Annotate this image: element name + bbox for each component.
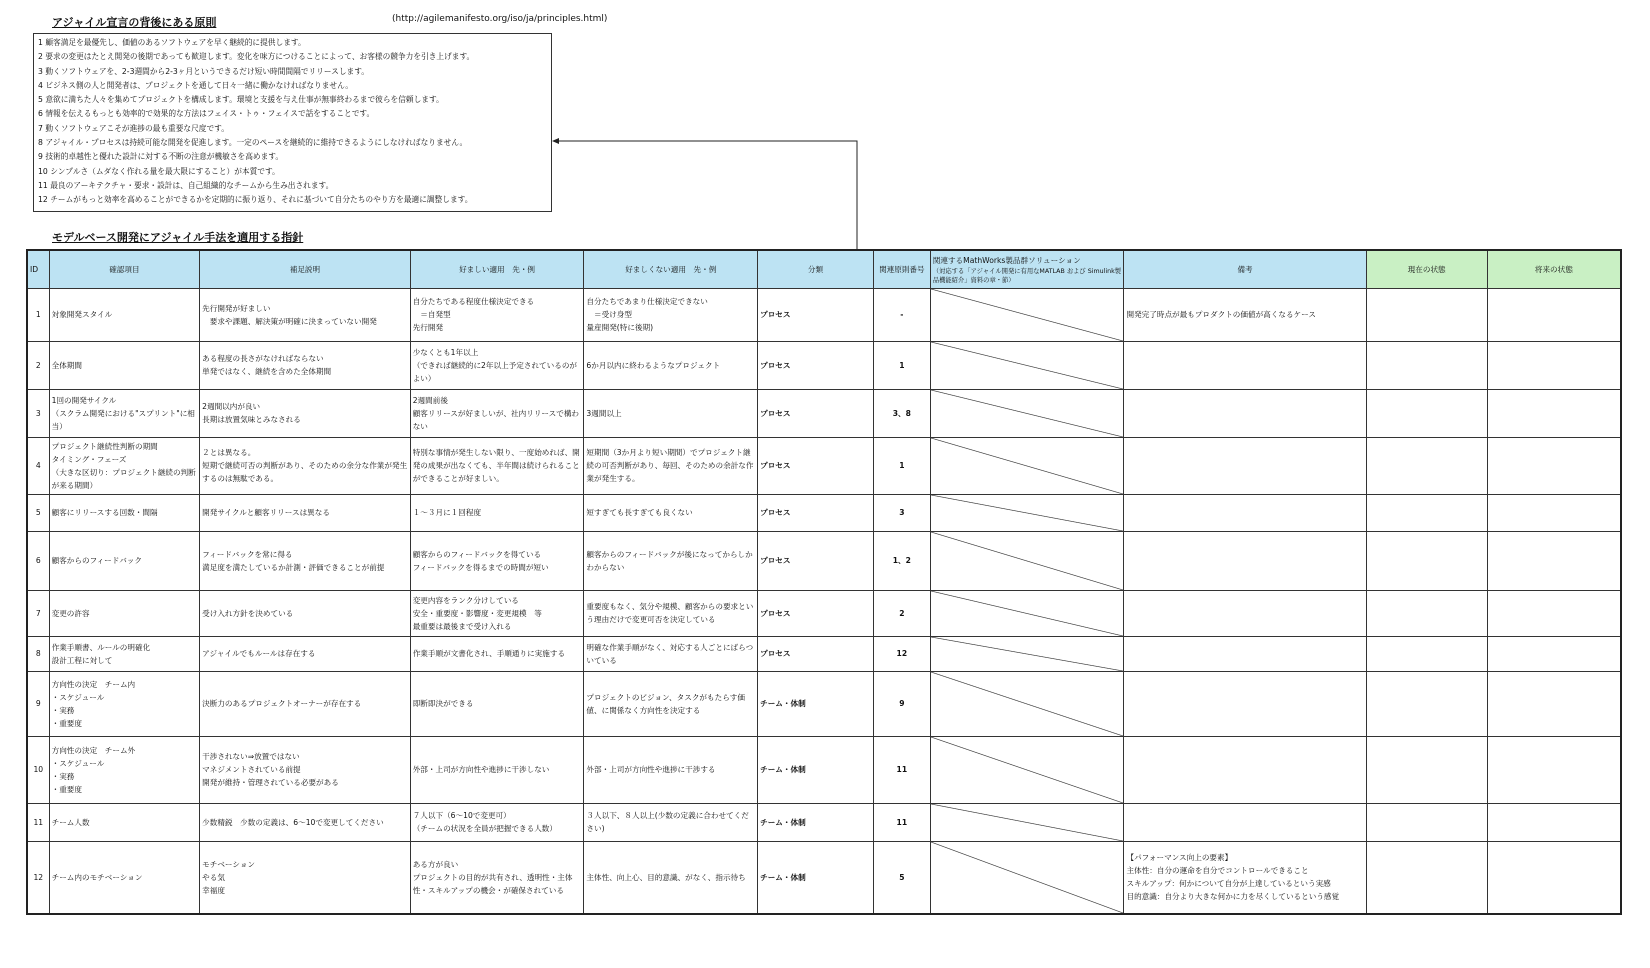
row-note: ２とは異なる。 短期で継続可否の判断があり、そのための余分な作業が発生するのは無駄である。: [200, 437, 411, 494]
col-category: 分類: [758, 250, 874, 288]
table-row: [27, 494, 1621, 531]
col-item: 確認項目: [49, 250, 200, 288]
table-row: [27, 531, 1621, 590]
row-future[interactable]: [1487, 590, 1621, 636]
row-good: 作業手順が文書化され、手順通りに実施する: [410, 636, 584, 671]
row-principle: 5: [873, 841, 930, 914]
row-item: プロジェクト継続性判断の期間 タイミング・フェーズ （大きな区切り：プロジェクト継続の判断が来る期間）: [49, 437, 200, 494]
row-bad: 短期間（3か月より短い期間）でプロジェクト継続の可否判断があり、毎回、そのための余計な作業が発生する。: [584, 437, 758, 494]
row-remarks: 【パフォーマンス向上の要素】 主体性：自分の運命を自分でコントロールできること スキルアップ：何かについて自分が上達しているという実感 目的意識：自分より大きな何かに力を尽くしているという感覚: [1124, 841, 1366, 914]
row-solution: [930, 389, 1124, 437]
row-item: 作業手順書、ルールの明確化 設計工程に対して: [49, 636, 200, 671]
row-note: 開発サイクルと顧客リリースは異なる: [200, 494, 411, 531]
principle-item: 5 意欲に満ちた人々を集めてプロジェクトを構成します。環境と支援を与え仕事が無事終わるまで彼らを信頼します。: [38, 95, 444, 105]
row-principle: 9: [873, 671, 930, 736]
row-current[interactable]: [1366, 736, 1487, 803]
row-note: 干渉されない⇒放置ではない マネジメントされている前提 開発が維持・管理されている必要がある: [200, 736, 411, 803]
principle-item: 6 情報を伝えるもっとも効率的で効果的な方法はフェイス・トゥ・フェイスで話をすることです。: [38, 109, 375, 119]
row-id: 6: [27, 531, 49, 590]
row-current[interactable]: [1366, 494, 1487, 531]
row-bad: 明確な作業手順がなく、対応する人ごとにばらついている: [584, 636, 758, 671]
table-row: [27, 803, 1621, 841]
row-category: プロセス: [758, 494, 874, 531]
row-solution: [930, 736, 1124, 803]
col-current: 現在の状態: [1366, 250, 1487, 288]
row-note: 2週間以内が良い 長期は放置気味とみなされる: [200, 389, 411, 437]
row-good: 2週間前後 顧客リリースが好ましいが、社内リリースで構わない: [410, 389, 584, 437]
row-category: プロセス: [758, 636, 874, 671]
row-remarks: [1124, 531, 1366, 590]
row-good: ある方が良い プロジェクトの目的が共有され、透明性・主体性・スキルアップの機会・が確保されている: [410, 841, 584, 914]
col-future: 将来の状態: [1487, 250, 1621, 288]
row-id: 3: [27, 389, 49, 437]
principle-item: 9 技術的卓越性と優れた設計に対する不断の注意が機敏さを高めます。: [38, 152, 284, 162]
principles-list: [33, 33, 552, 212]
row-solution: [930, 494, 1124, 531]
table-row: [27, 671, 1621, 736]
col-solution-title: 関連するMathWorks製品群ソリューション: [932, 255, 1081, 265]
row-id: 12: [27, 841, 49, 914]
row-good: 変更内容をランク分けしている 安全・重要度・影響度・変更規模 等 最重要は最後まで受け入れる: [410, 590, 584, 636]
row-future[interactable]: [1487, 494, 1621, 531]
row-item: 顧客からのフィードバック: [49, 531, 200, 590]
table-row: [27, 288, 1621, 341]
col-note: 補足説明: [200, 250, 411, 288]
row-current[interactable]: [1366, 841, 1487, 914]
col-bad: 好ましくない適用 先・例: [584, 250, 758, 288]
row-item: チーム人数: [49, 803, 200, 841]
row-bad: プロジェクトのビジョン、タスクがもたらす価値、に関係なく方向性を決定する: [584, 671, 758, 736]
row-note: ある程度の長さがなければならない 単発ではなく、継続を含めた全体期間: [200, 341, 411, 389]
table-row: [27, 841, 1621, 914]
row-remarks: [1124, 803, 1366, 841]
row-future[interactable]: [1487, 636, 1621, 671]
row-category: プロセス: [758, 437, 874, 494]
row-bad: 主体性、向上心、目的意識、がなく、指示待ち: [584, 841, 758, 914]
row-id: 10: [27, 736, 49, 803]
row-current[interactable]: [1366, 671, 1487, 736]
col-remarks: 備考: [1124, 250, 1366, 288]
row-bad: 6か月以内に終わるようなプロジェクト: [584, 341, 758, 389]
row-category: チーム・体制: [758, 671, 874, 736]
row-current[interactable]: [1366, 803, 1487, 841]
row-note: 少数精鋭 少数の定義は、6～10で変更してください: [200, 803, 411, 841]
col-id: ID: [27, 250, 49, 288]
row-current[interactable]: [1366, 389, 1487, 437]
row-remarks: [1124, 341, 1366, 389]
row-principle: 1: [873, 437, 930, 494]
principle-item: 4 ビジネス側の人と開発者は、プロジェクトを通して日々一緒に働かなければなりません。: [38, 80, 353, 90]
row-category: チーム・体制: [758, 803, 874, 841]
row-category: プロセス: [758, 531, 874, 590]
table-row: [27, 341, 1621, 389]
row-remarks: [1124, 636, 1366, 671]
row-solution: [930, 531, 1124, 590]
row-future[interactable]: [1487, 531, 1621, 590]
row-bad: 外部・上司が方向性や進捗に干渉する: [584, 736, 758, 803]
row-id: 2: [27, 341, 49, 389]
row-id: 11: [27, 803, 49, 841]
row-category: プロセス: [758, 590, 874, 636]
row-note: 受け入れ方針を決めている: [200, 590, 411, 636]
principle-item: 1 顧客満足を最優先し、価値のあるソフトウェアを早く継続的に提供します。: [38, 38, 306, 47]
row-bad: 自分たちであまり仕様決定できない ＝受け身型 量産開発(特に後期): [584, 288, 758, 341]
row-note: 決断力のあるプロジェクトオーナーが存在する: [200, 671, 411, 736]
principle-item: 3 動くソフトウェアを、2-3週間から2-3ヶ月というできるだけ短い時間間隔でリリースします。: [38, 66, 369, 76]
row-remarks: [1124, 736, 1366, 803]
guideline-title: モデルベース開発にアジャイル手法を適用する指針: [52, 231, 304, 244]
row-good: １～３月に１回程度: [410, 494, 584, 531]
principles-url[interactable]: (http://agilemanifesto.org/iso/ja/principles.html): [392, 14, 608, 24]
row-note: 先行開発が好ましい 要求や課題、解決策が明確に決まっていない開発: [200, 288, 411, 341]
table-row: [27, 590, 1621, 636]
row-current[interactable]: [1366, 437, 1487, 494]
row-item: 全体期間: [49, 341, 200, 389]
row-principle: 3、8: [873, 389, 930, 437]
row-good: 少なくとも1年以上 （できれば継続的に2年以上予定されているのがよい）: [410, 341, 584, 389]
row-good: 自分たちである程度仕様決定できる ＝自発型 先行開発: [410, 288, 584, 341]
row-principle: 1、2: [873, 531, 930, 590]
row-note: モチベーション やる気 幸福度: [200, 841, 411, 914]
row-item: 方向性の決定 チーム内 ・スケジュール ・実務 ・重要度: [49, 671, 200, 736]
row-solution: [930, 636, 1124, 671]
principle-item: 10 シンプルさ（ムダなく作れる量を最大限にすること）が本質です。: [38, 166, 280, 176]
table-row: [27, 636, 1621, 671]
row-future[interactable]: [1487, 841, 1621, 914]
row-future[interactable]: [1487, 288, 1621, 341]
row-current[interactable]: [1366, 531, 1487, 590]
table-row: [27, 736, 1621, 803]
row-principle: 3: [873, 494, 930, 531]
row-future[interactable]: [1487, 389, 1621, 437]
row-id: 5: [27, 494, 49, 531]
row-bad: 重要度もなく、気分や規模、顧客からの要求という理由だけで変更可否を決定している: [584, 590, 758, 636]
row-future[interactable]: [1487, 671, 1621, 736]
row-current[interactable]: [1366, 636, 1487, 671]
row-solution: [930, 841, 1124, 914]
row-solution: [930, 590, 1124, 636]
row-item: 対象開発スタイル: [49, 288, 200, 341]
row-id: 1: [27, 288, 49, 341]
principle-item: 11 最良のアーキテクチャ・要求・設計は、自己組織的なチームから生み出されます。: [38, 180, 334, 190]
row-remarks: [1124, 590, 1366, 636]
row-good: 特別な事情が発生しない限り、一度始めれば、開発の成果が出なくても、半年間は続けられることができることが好ましい。: [410, 437, 584, 494]
row-item: 顧客にリリースする回数・間隔: [49, 494, 200, 531]
row-principle: 11: [873, 803, 930, 841]
row-id: 7: [27, 590, 49, 636]
row-solution: [930, 437, 1124, 494]
table-row: [27, 437, 1621, 494]
row-remarks: 開発完了時点が最もプロダクトの価値が高くなるケース: [1124, 288, 1366, 341]
row-solution: [930, 288, 1124, 341]
row-good: 顧客からのフィードバックを得ている フィードバックを得るまでの時間が短い: [410, 531, 584, 590]
row-future[interactable]: [1487, 736, 1621, 803]
row-item: 1回の開発サイクル （スクラム開発における"スプリント"に相当）: [49, 389, 200, 437]
col-good: 好ましい適用 先・例: [410, 250, 584, 288]
row-solution: [930, 671, 1124, 736]
row-future[interactable]: [1487, 437, 1621, 494]
col-solution: [930, 250, 1124, 288]
row-remarks: [1124, 671, 1366, 736]
principle-item: 2 要求の変更はたとえ開発の後期であっても歓迎します。変化を味方につけることによって、お客様の競争力を引き上げます。: [38, 52, 475, 62]
row-id: 4: [27, 437, 49, 494]
row-bad: ３人以下、８人以上(少数の定義に合わせてください): [584, 803, 758, 841]
row-bad: 顧客からのフィードバックが後になってからしかわからない: [584, 531, 758, 590]
row-note: フィードバックを常に得る 満足度を満たしているか計測・評価できることが前提: [200, 531, 411, 590]
principle-item: 12 チームがもっと効率を高めることができるかを定期的に振り返り、それに基づいて自分たちのやり方を最適に調整します。: [38, 195, 473, 205]
row-bad: 3週間以上: [584, 389, 758, 437]
table-row: [27, 389, 1621, 437]
guideline-table: [26, 249, 1622, 915]
row-current[interactable]: [1366, 288, 1487, 341]
row-category: プロセス: [758, 389, 874, 437]
row-good: 外部・上司が方向性や進捗に干渉しない: [410, 736, 584, 803]
row-category: チーム・体制: [758, 841, 874, 914]
principle-item: 8 アジャイル・プロセスは持続可能な開発を促進します。一定のペースを継続的に維持できるようにしなければなりません。: [38, 138, 468, 148]
row-principle: 2: [873, 590, 930, 636]
row-remarks: [1124, 389, 1366, 437]
row-item: 変更の許容: [49, 590, 200, 636]
principles-title: アジャイル宣言の背後にある原則: [52, 16, 217, 29]
row-category: チーム・体制: [758, 736, 874, 803]
row-current[interactable]: [1366, 341, 1487, 389]
row-item: チーム内のモチベーション: [49, 841, 200, 914]
header-row: [27, 250, 1621, 288]
row-principle: -: [873, 288, 930, 341]
row-good: ７人以下（6～10で変更可） （チームの状況を全員が把握できる人数）: [410, 803, 584, 841]
row-bad: 短すぎても長すぎても良くない: [584, 494, 758, 531]
row-note: アジャイルでもルールは存在する: [200, 636, 411, 671]
row-solution: [930, 803, 1124, 841]
row-principle: 12: [873, 636, 930, 671]
col-principle: 関連原則番号: [873, 250, 930, 288]
row-id: 9: [27, 671, 49, 736]
col-solution-sub: （対応する「アジャイル開発に有用なMATLAB および Simulink製品機能紹介」資料の章・節）: [932, 267, 1122, 284]
principle-item: 7 動くソフトウェアこそが進捗の最も重要な尺度です。: [38, 123, 229, 133]
row-item: 方向性の決定 チーム外 ・スケジュール ・実務 ・重要度: [49, 736, 200, 803]
row-solution: [930, 341, 1124, 389]
row-category: プロセス: [758, 341, 874, 389]
row-category: プロセス: [758, 288, 874, 341]
row-remarks: [1124, 494, 1366, 531]
row-good: 即断即決ができる: [410, 671, 584, 736]
row-principle: 11: [873, 736, 930, 803]
row-future[interactable]: [1487, 803, 1621, 841]
row-principle: 1: [873, 341, 930, 389]
row-future[interactable]: [1487, 341, 1621, 389]
row-current[interactable]: [1366, 590, 1487, 636]
row-id: 8: [27, 636, 49, 671]
row-remarks: [1124, 437, 1366, 494]
